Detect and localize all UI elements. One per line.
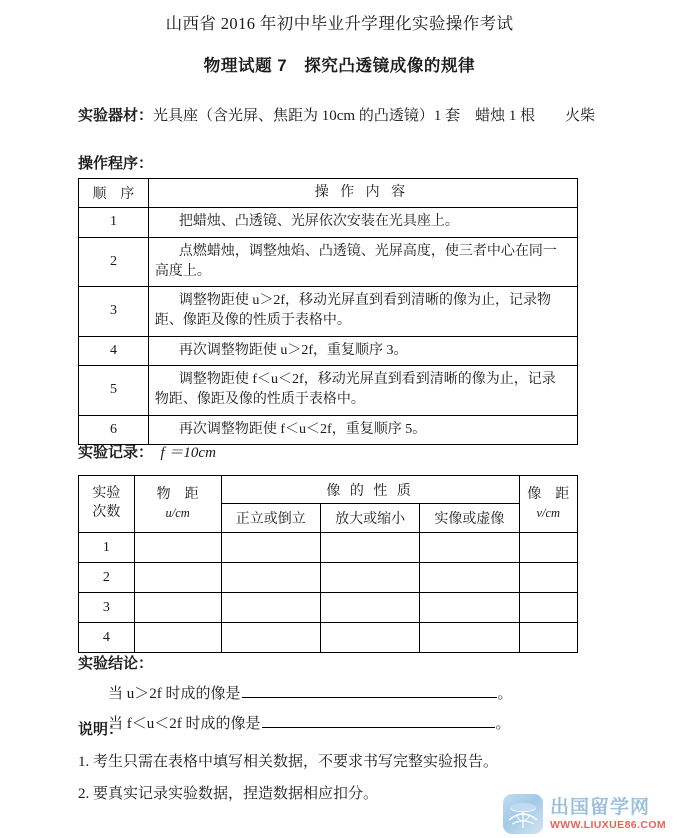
procedure-table [78, 178, 578, 445]
watermark-text [550, 798, 666, 831]
note-item: 2. 要真实记录实验数据，捏造数据相应扣分。 [78, 786, 379, 802]
procedure-row-content: 再次调整物距使 u＞2f，重复顺序 3。 [148, 336, 577, 365]
table-row [79, 336, 578, 365]
note-item: 1. 考生只需在表格中填写相关数据，不要求书写完整实验报告。 [78, 754, 499, 770]
record-cell-type[interactable] [420, 563, 519, 593]
record-cell-image-distance[interactable] [519, 563, 577, 593]
conclusion-line-1 [108, 682, 513, 703]
procedure-table-header-row [79, 179, 578, 208]
conclusion-line-2-suffix: 。 [495, 716, 511, 732]
document-header-title: 山西省 2016 年初中毕业升学理化实验操作考试 [165, 14, 514, 33]
record-cell-object-distance[interactable] [134, 533, 221, 563]
record-cell-size[interactable] [320, 593, 419, 623]
procedure-row-content: 调整物距使 f＜u＜2f，移动光屏直到看到清晰的像为止，记录物距、像距及像的性质于表格中。 [148, 366, 577, 416]
record-cell-object-distance[interactable] [134, 563, 221, 593]
record-cell-image-distance[interactable] [519, 593, 577, 623]
record-header-trial-line2: 次数 [92, 505, 121, 520]
record-header-object-distance [134, 476, 221, 533]
record-row-index: 1 [79, 533, 135, 563]
conclusion-label: 实验结论： [78, 655, 154, 672]
globe-logo-icon [503, 794, 543, 834]
conclusion-blank-1[interactable] [242, 684, 497, 698]
record-row-index: 2 [79, 563, 135, 593]
record-header-image-distance-text: 像 距 [527, 487, 570, 503]
conclusion-line-1-prefix: 当 u＞2f 时成的像是 [108, 686, 241, 702]
procedure-row-seq: 2 [79, 237, 149, 287]
record-header-object-distance-text: 物 距 [156, 487, 199, 503]
record-cell-size[interactable] [320, 563, 419, 593]
watermark-site-name: 出国留学网 [550, 796, 651, 818]
notes-label: 说明： [78, 721, 124, 738]
materials-text: 光具座（含光屏、焦距为 10cm 的凸透镜）1 套 蜡烛 1 根 火柴 [153, 108, 596, 124]
record-cell-orientation[interactable] [221, 623, 320, 653]
record-header-sub-type: 实像或虚像 [420, 504, 519, 533]
record-row-index: 4 [79, 623, 135, 653]
record-cell-type[interactable] [420, 533, 519, 563]
record-header-sub-size: 放大或缩小 [320, 504, 419, 533]
procedure-row-seq: 5 [79, 366, 149, 416]
materials-section [78, 104, 608, 125]
record-header-image-distance [519, 476, 577, 533]
procedure-header-content: 操 作 内 容 [148, 179, 577, 208]
procedure-row-seq: 6 [79, 415, 149, 444]
notes-section [78, 718, 498, 803]
conclusion-line-2-prefix: 当 f＜u＜2f 时成的像是 [108, 716, 261, 732]
record-cell-orientation[interactable] [221, 563, 320, 593]
table-row[interactable] [79, 563, 578, 593]
record-header-trial [79, 476, 135, 533]
watermark [503, 793, 673, 835]
procedure-row-content: 调整物距使 u＞2f，移动光屏直到看到清晰的像为止，记录物距、像距及像的性质于表格中。 [148, 287, 577, 337]
record-cell-orientation[interactable] [221, 593, 320, 623]
exam-title: 物理试题 7 探究凸透镜成像的规律 [203, 57, 476, 75]
record-cell-type[interactable] [420, 623, 519, 653]
record-header-object-distance-unit: u/cm [165, 506, 190, 520]
procedure-row-content: 点燃蜡烛，调整烛焰、凸透镜、光屏高度，使三者中心在同一高度上。 [148, 237, 577, 287]
procedure-header-seq: 顺 序 [79, 179, 149, 208]
record-cell-size[interactable] [320, 533, 419, 563]
record-header-image-distance-unit: v/cm [536, 506, 561, 520]
record-cell-object-distance[interactable] [134, 593, 221, 623]
record-table-header-row-1 [79, 476, 578, 504]
table-row [79, 208, 578, 237]
record-cell-object-distance[interactable] [134, 623, 221, 653]
conclusion-line-1-suffix: 。 [497, 686, 513, 702]
procedure-row-content: 把蜡烛、凸透镜、光屏依次安装在光具座上。 [148, 208, 577, 237]
record-cell-type[interactable] [420, 593, 519, 623]
record-cell-orientation[interactable] [221, 533, 320, 563]
procedure-row-seq: 4 [79, 336, 149, 365]
table-row[interactable] [79, 533, 578, 563]
procedure-label: 操作程序： [78, 155, 154, 172]
record-cell-image-distance[interactable] [519, 533, 577, 563]
record-header-sub-orientation: 正立或倒立 [221, 504, 320, 533]
table-row[interactable] [79, 623, 578, 653]
focal-length-value: f ＝10cm [160, 445, 216, 461]
table-row [79, 366, 578, 416]
table-row[interactable] [79, 593, 578, 623]
record-row-index: 3 [79, 593, 135, 623]
record-section-heading [78, 441, 216, 462]
record-header-image-property: 像 的 性 质 [221, 476, 519, 504]
table-row [79, 237, 578, 287]
watermark-site-url: WWW.LIUXUE86.COM [550, 818, 667, 831]
record-table [78, 475, 578, 653]
record-cell-image-distance[interactable] [519, 623, 577, 653]
procedure-row-seq: 1 [79, 208, 149, 237]
procedure-row-seq: 3 [79, 287, 149, 337]
materials-label: 实验器材： [78, 107, 154, 124]
record-label: 实验记录： [78, 444, 154, 461]
procedure-row-content: 再次调整物距使 f＜u＜2f，重复顺序 5。 [148, 415, 577, 444]
record-header-trial-line1: 实验 [92, 486, 121, 502]
table-row [79, 287, 578, 337]
record-cell-size[interactable] [320, 623, 419, 653]
